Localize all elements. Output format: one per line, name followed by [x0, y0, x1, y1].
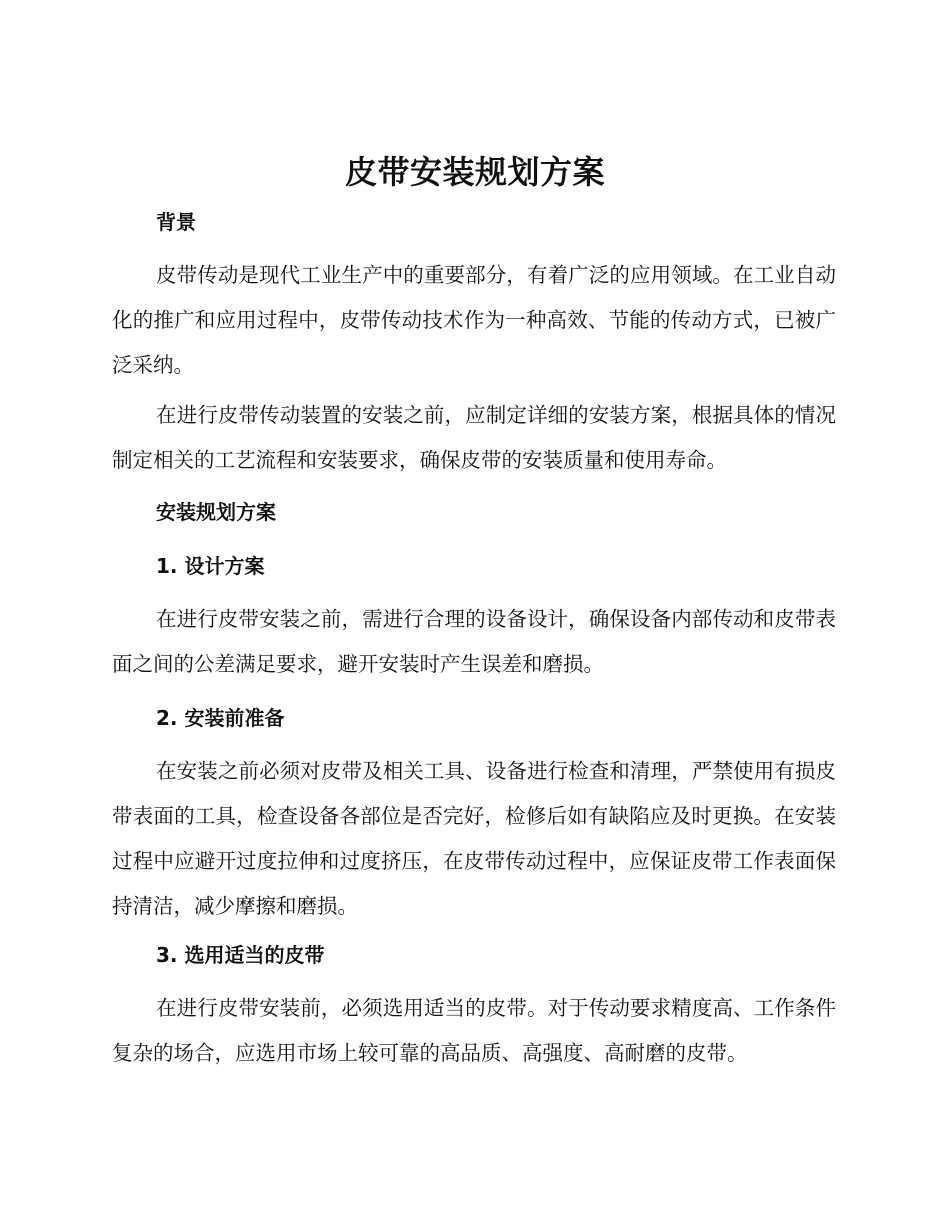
preparation-paragraph: 在安装之前必须对皮带及相关工具、设备进行检查和清理，严禁使用有损皮带表面的工具，检查设备各部位是否完好，检修后如有缺陷应及时更换。在安装过程中应避开过度拉伸和过度挤压，在皮带传动过程中，应保证皮带工作表面保持清洁，减少摩擦和磨损。	[112, 759, 836, 918]
design-paragraph: 在进行皮带安装之前，需进行合理的设备设计，确保设备内部传动和皮带表面之间的公差满足要求，避开安装时产生误差和磨损。	[112, 607, 836, 676]
belt-selection-heading: 3. 选用适当的皮带	[156, 943, 325, 967]
belt-selection-paragraph: 在进行皮带安装前，必须选用适当的皮带。对于传动要求精度高、工作条件复杂的场合，应选用市场上较可靠的高品质、高强度、高耐磨的皮带。	[112, 996, 836, 1065]
background-heading: 背景	[156, 210, 196, 234]
background-paragraph-2: 在进行皮带传动装置的安装之前，应制定详细的安装方案，根据具体的情况制定相关的工艺流程和安装要求，确保皮带的安装质量和使用寿命。	[112, 403, 836, 472]
design-heading: 1. 设计方案	[156, 554, 265, 578]
plan-heading: 安装规划方案	[156, 500, 276, 524]
document-title: 皮带安装规划方案	[344, 153, 605, 191]
preparation-heading: 2. 安装前准备	[156, 706, 285, 730]
background-paragraph-1: 皮带传动是现代工业生产中的重要部分，有着广泛的应用领域。在工业自动化的推广和应用过程中，皮带传动技术作为一种高效、节能的传动方式，已被广泛采纳。	[112, 263, 836, 377]
